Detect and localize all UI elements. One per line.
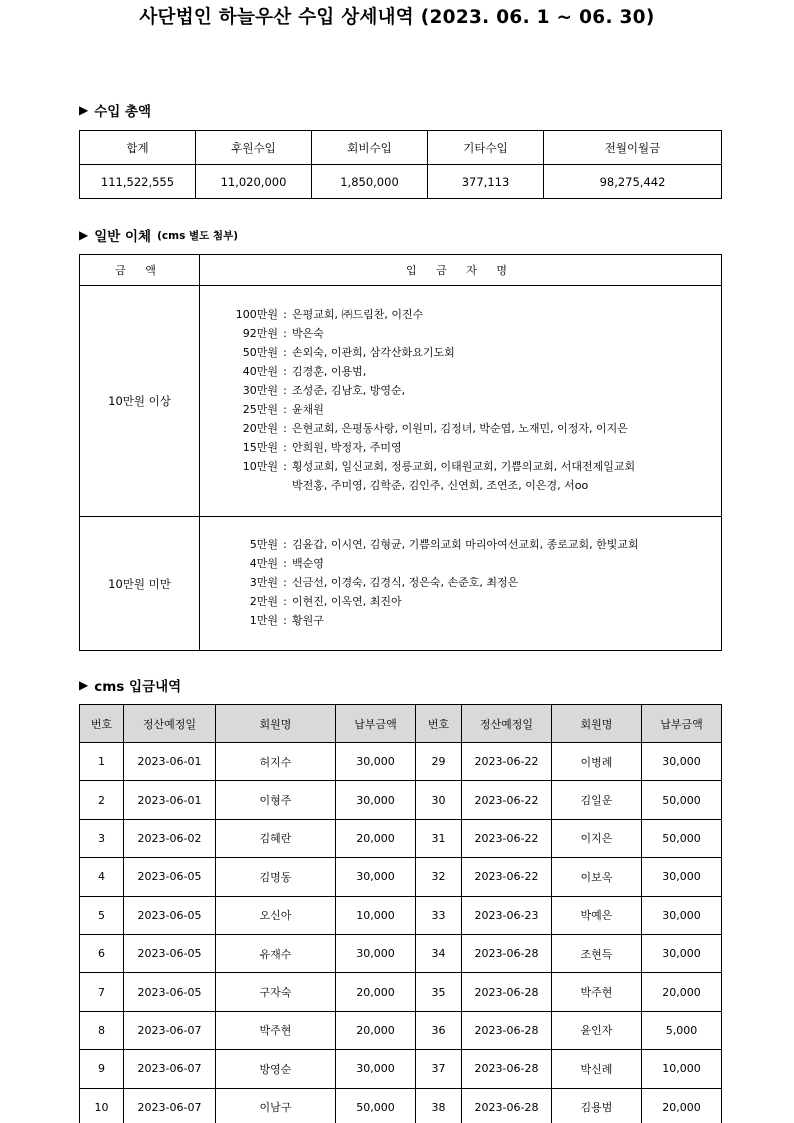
donor-row [230, 592, 721, 611]
cms-row [80, 819, 722, 857]
cms-header-row [80, 705, 722, 743]
cms-table [79, 704, 722, 1123]
donor-names: 안희원, 박정자, 주미영 [292, 441, 402, 454]
donor-row [230, 324, 721, 343]
transfer-group-row [80, 286, 722, 517]
cms-cell: 2023-06-22 [462, 781, 552, 819]
cms-cell: 20,000 [642, 1088, 722, 1123]
donor-row [230, 362, 721, 381]
summary-header-row [80, 131, 722, 165]
cms-cell: 30,000 [336, 781, 416, 819]
donor-names: 박전홍, 주미영, 김학준, 김인주, 신연희, 조연조, 이은경, 서oo [292, 479, 589, 492]
cms-heading-label: cms 입금내역 [94, 679, 182, 695]
donor-amount: 20만원 [242, 422, 278, 435]
cms-header-cell: 정산예정일 [124, 705, 216, 743]
donor-row [230, 611, 721, 630]
donor-separator: : [283, 614, 287, 627]
cms-cell: 31 [416, 819, 462, 857]
donor-amount: 2만원 [249, 595, 278, 608]
cms-row [80, 1050, 722, 1088]
donor-row [230, 457, 721, 476]
donor-separator: : [283, 346, 287, 359]
donor-row [230, 438, 721, 457]
cms-cell: 김명동 [216, 858, 336, 896]
triangle-bullet-icon: ▶ [79, 678, 89, 692]
donor-names: 은현교회, 은평동사랑, 이원미, 김정녀, 박순엽, 노재민, 이정자, 이지은 [292, 422, 628, 435]
cms-cell: 2023-06-07 [124, 1011, 216, 1049]
donor-names: 김경훈, 이용범, [292, 365, 367, 378]
cms-cell: 9 [80, 1050, 124, 1088]
cms-cell: 박예은 [552, 896, 642, 934]
cms-cell: 20,000 [336, 1011, 416, 1049]
cms-cell: 2023-06-07 [124, 1088, 216, 1123]
donor-names: 황원구 [292, 614, 324, 627]
cms-cell: 10 [80, 1088, 124, 1123]
transfer-heading [79, 225, 238, 245]
cms-cell: 37 [416, 1050, 462, 1088]
transfer-group-row [80, 517, 722, 651]
cms-cell: 박신례 [552, 1050, 642, 1088]
donor-amount: 25만원 [242, 403, 278, 416]
triangle-bullet-icon: ▶ [79, 228, 89, 242]
donor-amount: 3만원 [249, 576, 278, 589]
donor-names: 은평교회, ㈜드림찬, 이진수 [292, 308, 424, 321]
donor-row [230, 419, 721, 438]
cms-cell: 2023-06-01 [124, 781, 216, 819]
cms-cell: 34 [416, 934, 462, 972]
cms-cell: 2023-06-05 [124, 973, 216, 1011]
cms-cell: 35 [416, 973, 462, 1011]
donor-separator: : [283, 308, 287, 321]
donor-separator: : [283, 327, 287, 340]
summary-heading [79, 100, 151, 120]
summary-value-cell: 377,113 [428, 165, 544, 199]
donor-separator: : [283, 576, 287, 589]
cms-cell: 6 [80, 934, 124, 972]
donor-names: 신금선, 이경숙, 김경식, 정은숙, 손준호, 최정은 [292, 576, 519, 589]
summary-header-cell: 후원수입 [196, 131, 312, 165]
summary-value-cell: 98,275,442 [544, 165, 722, 199]
transfer-donor-list [200, 517, 722, 651]
cms-cell: 3 [80, 819, 124, 857]
cms-cell: 김혜란 [216, 819, 336, 857]
transfer-group-label: 10만원 미만 [80, 517, 200, 651]
donor-separator: : [283, 365, 287, 378]
triangle-bullet-icon: ▶ [79, 103, 89, 117]
transfer-donor-list [200, 286, 722, 517]
cms-cell: 33 [416, 896, 462, 934]
summary-value-cell: 111,522,555 [80, 165, 196, 199]
cms-body [80, 743, 722, 1123]
cms-cell: 2023-06-05 [124, 934, 216, 972]
cms-cell: 20,000 [336, 973, 416, 1011]
donor-names: 백순영 [292, 557, 324, 570]
donor-names: 손외숙, 이관희, 삼각산화요기도회 [292, 346, 455, 359]
transfer-header-amount: 금 액 [80, 255, 200, 286]
cms-row [80, 1088, 722, 1123]
donor-separator: : [283, 403, 287, 416]
cms-cell: 김용범 [552, 1088, 642, 1123]
summary-heading-label: 수입 총액 [94, 104, 152, 120]
cms-cell: 2023-06-28 [462, 1011, 552, 1049]
donor-row [230, 476, 721, 495]
summary-header-cell: 회비수입 [312, 131, 428, 165]
donor-names: 박은숙 [292, 327, 324, 340]
cms-cell: 조현득 [552, 934, 642, 972]
cms-cell: 오신아 [216, 896, 336, 934]
donor-separator: : [283, 595, 287, 608]
cms-cell: 김일운 [552, 781, 642, 819]
donor-amount: 30만원 [242, 384, 278, 397]
transfer-table [79, 254, 722, 651]
cms-header-cell: 납부금액 [642, 705, 722, 743]
donor-amount: 50만원 [242, 346, 278, 359]
cms-cell: 50,000 [336, 1088, 416, 1123]
donor-names: 조성준, 김남호, 방영순, [292, 384, 406, 397]
cms-cell: 유재수 [216, 934, 336, 972]
cms-cell: 30,000 [642, 858, 722, 896]
donor-separator: : [283, 460, 287, 473]
donor-amount: 15만원 [242, 441, 278, 454]
cms-row [80, 1011, 722, 1049]
cms-cell: 20,000 [642, 973, 722, 1011]
cms-row [80, 934, 722, 972]
summary-table [79, 130, 722, 199]
donor-names: 횡성교회, 일신교회, 정릉교회, 이태원교회, 기쁨의교회, 서대전제일교회 [292, 460, 636, 473]
donor-separator: : [283, 441, 287, 454]
cms-cell: 2023-06-28 [462, 1050, 552, 1088]
cms-header-cell: 번호 [80, 705, 124, 743]
cms-cell: 30,000 [642, 934, 722, 972]
cms-cell: 2023-06-28 [462, 934, 552, 972]
donor-row [230, 573, 721, 592]
donor-amount: 100만원 [235, 308, 278, 321]
transfer-group-label: 10만원 이상 [80, 286, 200, 517]
summary-value-cell: 11,020,000 [196, 165, 312, 199]
cms-row [80, 896, 722, 934]
cms-cell: 2023-06-05 [124, 858, 216, 896]
cms-cell: 구자숙 [216, 973, 336, 1011]
donor-names: 이현진, 이옥연, 최진아 [292, 595, 402, 608]
cms-row [80, 858, 722, 896]
cms-cell: 5 [80, 896, 124, 934]
donor-row [230, 554, 721, 573]
cms-header-cell: 납부금액 [336, 705, 416, 743]
cms-cell: 20,000 [336, 819, 416, 857]
cms-cell: 이형주 [216, 781, 336, 819]
donor-amount [230, 476, 278, 495]
cms-header-cell: 정산예정일 [462, 705, 552, 743]
donor-separator: : [283, 384, 287, 397]
cms-cell: 5,000 [642, 1011, 722, 1049]
donor-separator: : [283, 538, 287, 551]
cms-cell: 50,000 [642, 819, 722, 857]
cms-row [80, 781, 722, 819]
cms-cell: 이병례 [552, 743, 642, 781]
cms-row [80, 743, 722, 781]
cms-cell: 허지수 [216, 743, 336, 781]
donor-amount: 92만원 [242, 327, 278, 340]
donor-row [230, 400, 721, 419]
cms-cell: 36 [416, 1011, 462, 1049]
cms-cell: 10,000 [642, 1050, 722, 1088]
donor-row [230, 535, 721, 554]
cms-cell: 32 [416, 858, 462, 896]
donor-names: 김윤갑, 이시연, 김형균, 기쁨의교회 마리아여선교회, 종로교회, 한빛교회 [292, 538, 639, 551]
cms-cell: 2023-06-28 [462, 1088, 552, 1123]
cms-cell: 방영순 [216, 1050, 336, 1088]
cms-cell: 30,000 [336, 1050, 416, 1088]
cms-cell: 30,000 [336, 743, 416, 781]
transfer-heading-label: 일반 이체 [94, 229, 152, 245]
cms-cell: 2023-06-02 [124, 819, 216, 857]
cms-cell: 2023-06-07 [124, 1050, 216, 1088]
cms-cell: 박주현 [216, 1011, 336, 1049]
cms-cell: 2023-06-22 [462, 743, 552, 781]
summary-header-cell: 전월이월금 [544, 131, 722, 165]
cms-row [80, 973, 722, 1011]
cms-cell: 7 [80, 973, 124, 1011]
donor-amount: 5만원 [249, 538, 278, 551]
cms-cell: 2023-06-28 [462, 973, 552, 1011]
cms-heading [79, 675, 181, 695]
cms-header-cell: 회원명 [552, 705, 642, 743]
cms-cell: 1 [80, 743, 124, 781]
cms-cell: 2 [80, 781, 124, 819]
transfer-header-names: 입 금 자 명 [200, 255, 722, 286]
cms-header-cell: 회원명 [216, 705, 336, 743]
cms-cell: 29 [416, 743, 462, 781]
cms-cell: 이보옥 [552, 858, 642, 896]
cms-cell: 이지은 [552, 819, 642, 857]
donor-amount: 1만원 [249, 614, 278, 627]
cms-cell: 30,000 [336, 934, 416, 972]
page-title: 사단법인 하늘우산 수입 상세내역 (2023. 06. 1 ~ 06. 30) [139, 7, 655, 28]
donor-separator: : [283, 422, 287, 435]
donor-names: 윤채원 [292, 403, 324, 416]
cms-cell: 2023-06-23 [462, 896, 552, 934]
donor-separator [278, 476, 292, 495]
cms-cell: 윤인자 [552, 1011, 642, 1049]
cms-cell: 10,000 [336, 896, 416, 934]
donor-amount: 40만원 [242, 365, 278, 378]
transfer-note: (cms 별도 첨부) [157, 229, 239, 242]
donor-row [230, 343, 721, 362]
cms-cell: 38 [416, 1088, 462, 1123]
donor-amount: 10만원 [242, 460, 278, 473]
summary-header-cell: 합계 [80, 131, 196, 165]
cms-cell: 2023-06-22 [462, 819, 552, 857]
donor-row [230, 381, 721, 400]
cms-header-cell: 번호 [416, 705, 462, 743]
donor-amount: 4만원 [249, 557, 278, 570]
cms-cell: 2023-06-22 [462, 858, 552, 896]
cms-cell: 2023-06-01 [124, 743, 216, 781]
cms-cell: 이남구 [216, 1088, 336, 1123]
summary-header-cell: 기타수입 [428, 131, 544, 165]
cms-cell: 8 [80, 1011, 124, 1049]
cms-cell: 50,000 [642, 781, 722, 819]
summary-value-cell: 1,850,000 [312, 165, 428, 199]
cms-cell: 2023-06-05 [124, 896, 216, 934]
donor-separator: : [283, 557, 287, 570]
donor-row [230, 305, 721, 324]
summary-value-row [80, 165, 722, 199]
cms-cell: 30,000 [336, 858, 416, 896]
cms-cell: 30,000 [642, 896, 722, 934]
cms-cell: 4 [80, 858, 124, 896]
cms-cell: 박주현 [552, 973, 642, 1011]
cms-cell: 30 [416, 781, 462, 819]
cms-cell: 30,000 [642, 743, 722, 781]
